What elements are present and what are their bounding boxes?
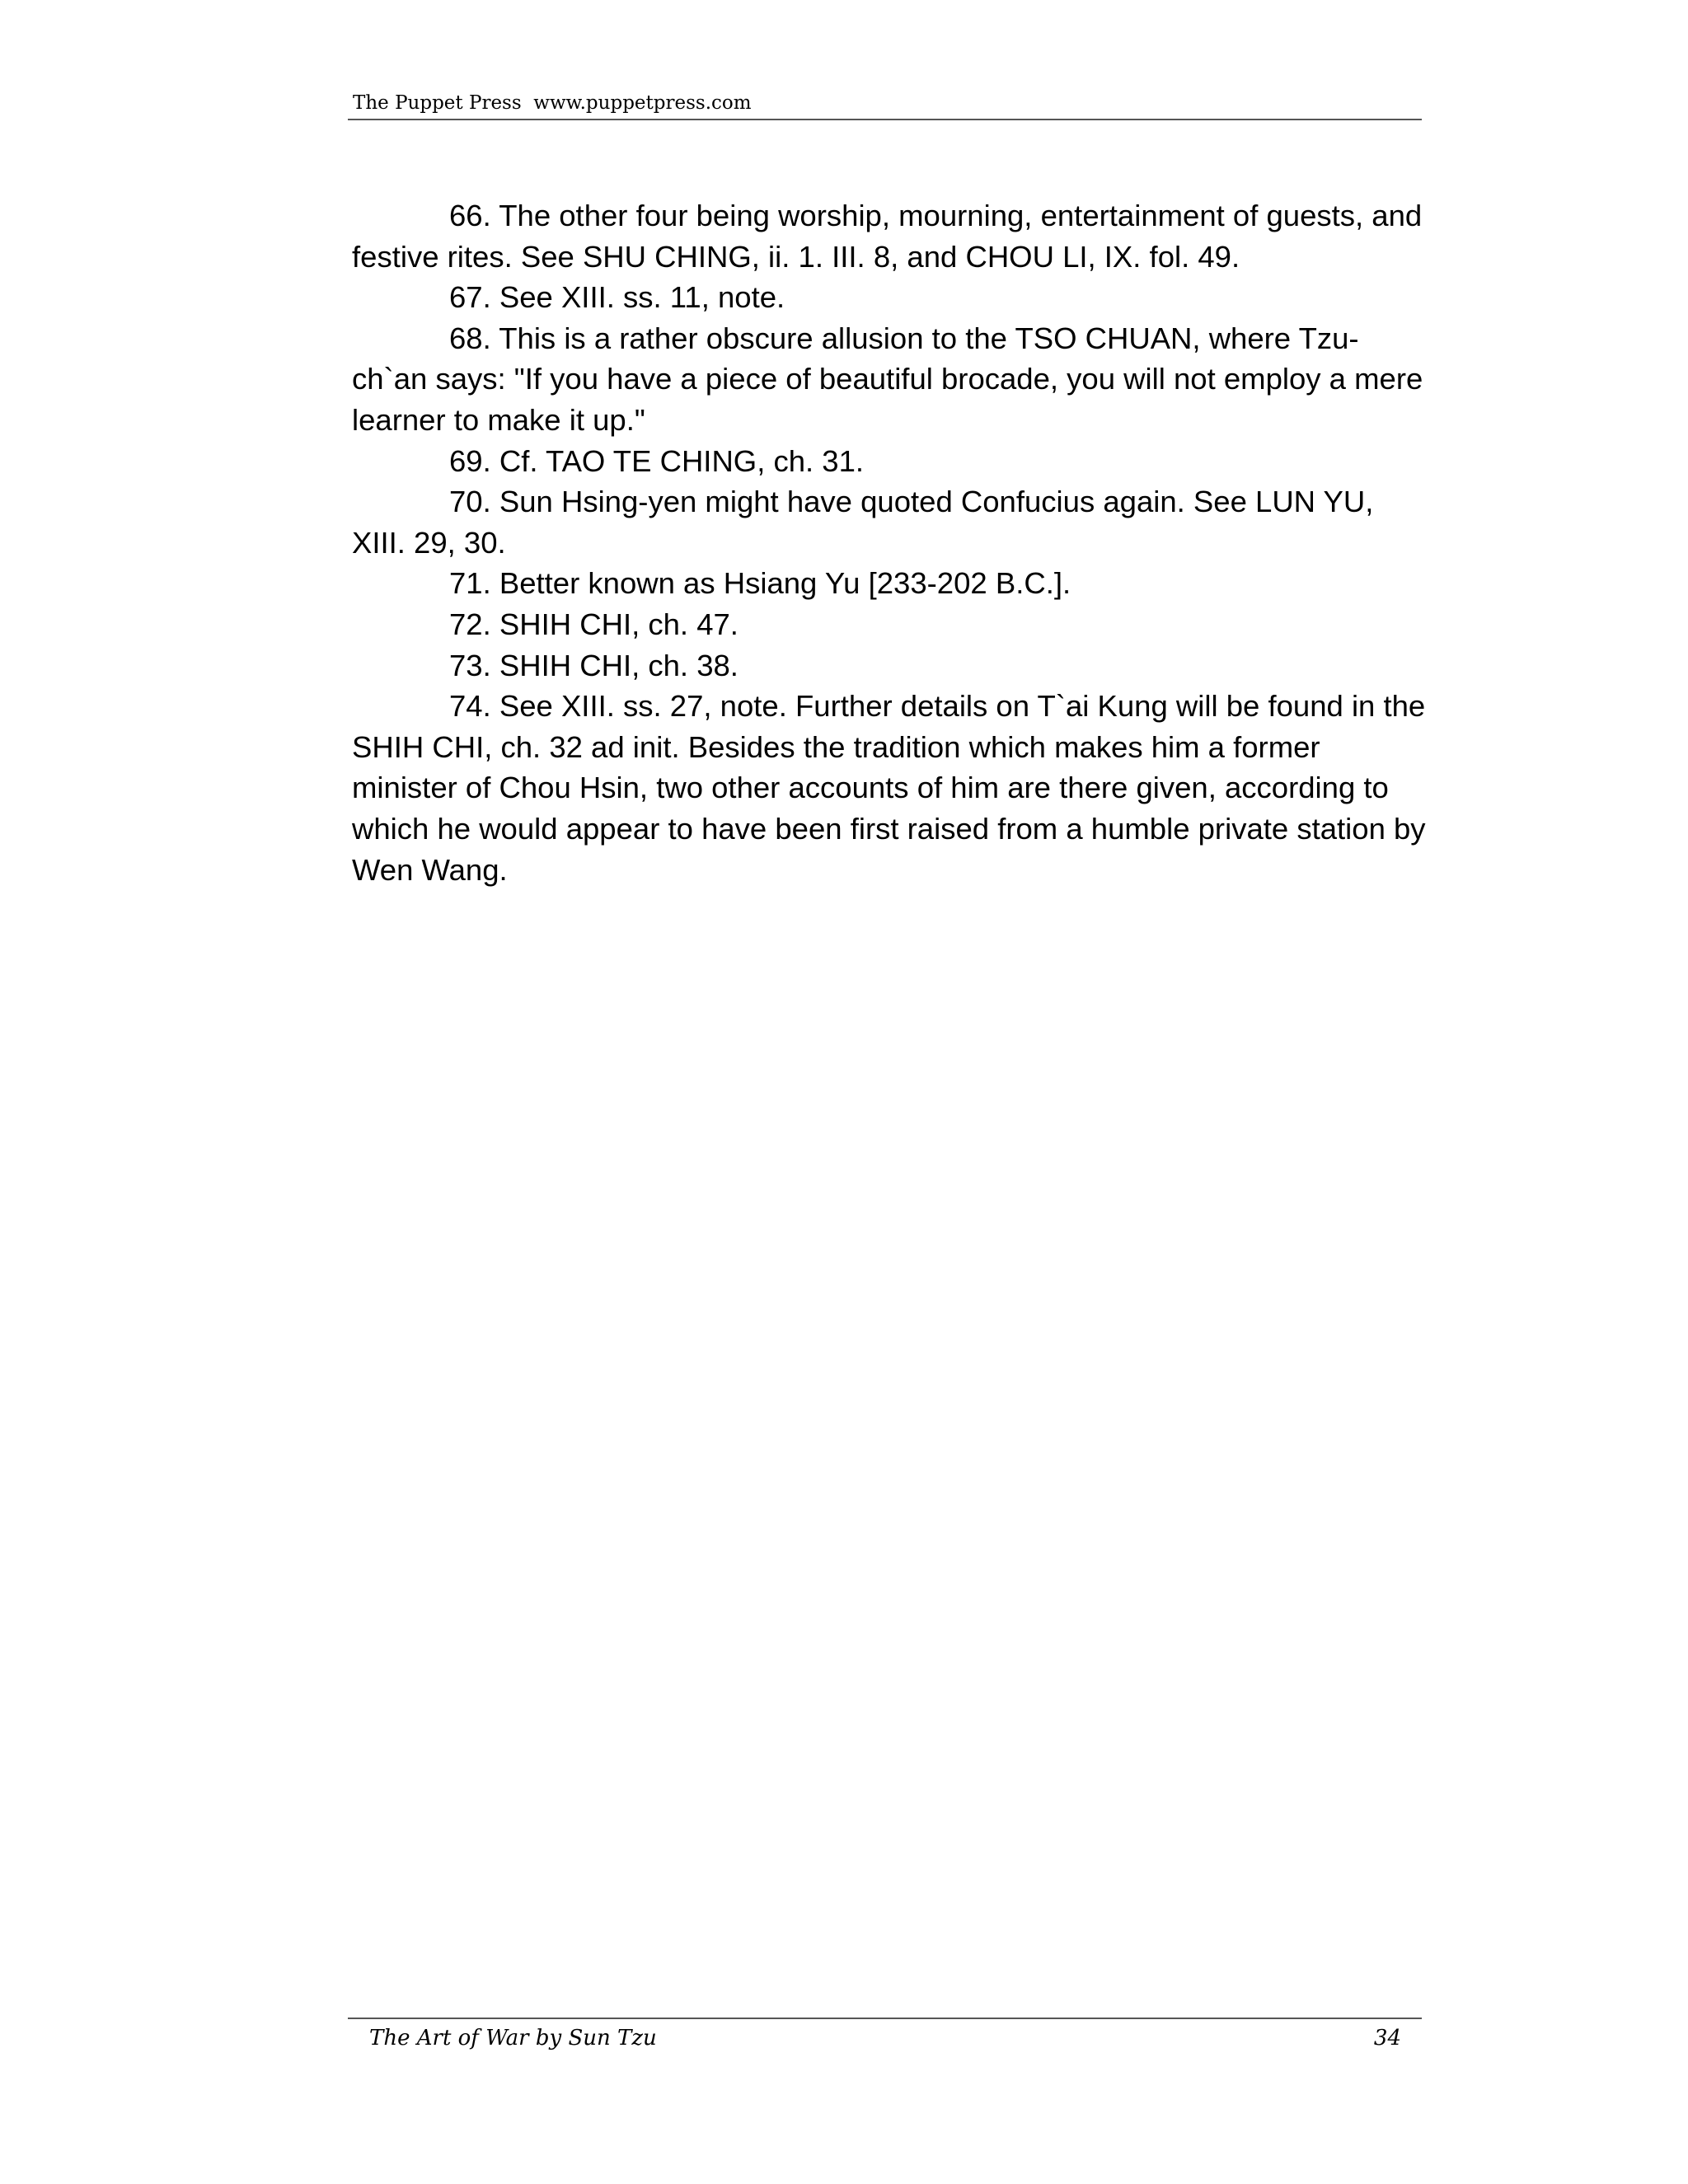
header-divider: [348, 119, 1422, 120]
notes-body: [352, 195, 1432, 890]
footer-divider: [348, 2018, 1422, 2019]
running-header: The Puppet Press www.puppetpress.com: [353, 92, 752, 114]
note-73: 73. SHIH CHI, ch. 38.: [449, 648, 738, 682]
page-number: 34: [1373, 2026, 1401, 2050]
note-70: 70. Sun Hsing-yen might have quoted Confucius again. See LUN YU, XIII. 29, 30.: [352, 485, 1374, 560]
note-72: 72. SHIH CHI, ch. 47.: [449, 607, 738, 641]
note-69: 69. Cf. TAO TE CHING, ch. 31.: [449, 443, 865, 478]
note-68: 68. This is a rather obscure allusion to the TSO CHUAN, where Tzu-ch`an says: "If you have a piece of beautiful brocade, you will not employ a mere learner to make it up.": [352, 321, 1423, 437]
note-71: 71. Better known as Hsiang Yu [233-202 B.C.].: [449, 566, 1071, 601]
note-74: 74. See XIII. ss. 27, note. Further details on T`ai Kung will be found in the SHIH CHI, ch. 32 ad init. Besides the tradition which makes him a former minister of Chou Hsin, two other accounts of him are there given, according to which he would appear to have been first raised from a humble private station by Wen Wang.: [352, 689, 1426, 887]
note-66: 66. The other four being worship, mourning, entertainment of guests, and festive rites. See SHU CHING, ii. 1. III. 8, and CHOU LI, IX. fol. 49.: [352, 199, 1423, 274]
note-67: 67. See XIII. ss. 11, note.: [449, 280, 785, 315]
footer-book-title: The Art of War by Sun Tzu: [369, 2026, 657, 2050]
